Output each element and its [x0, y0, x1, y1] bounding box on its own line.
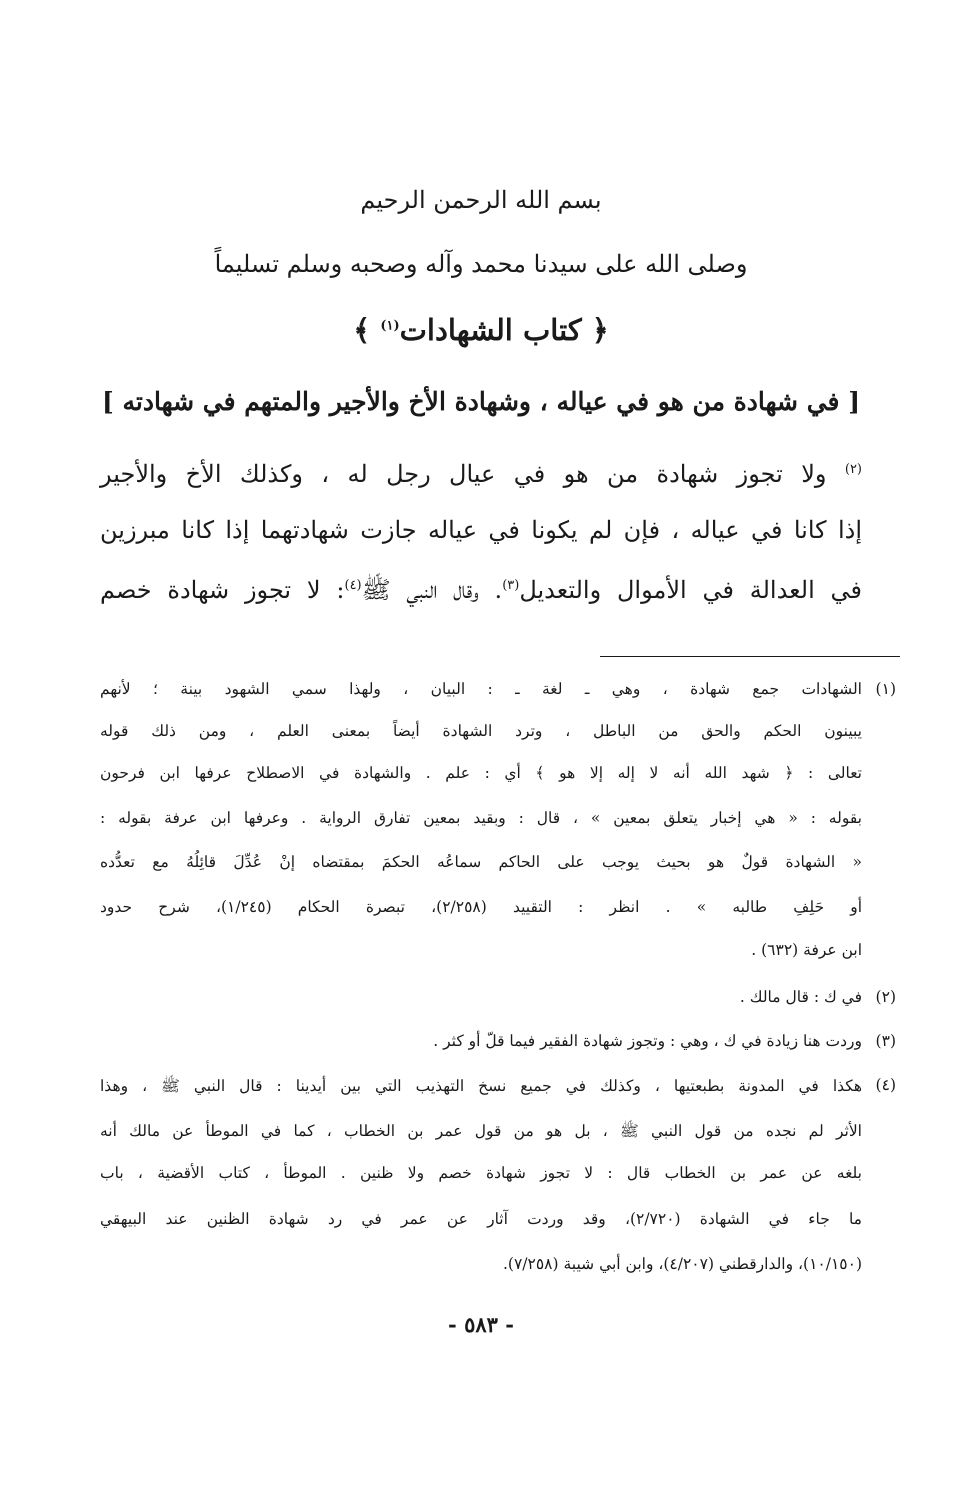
footnote-4-line: (١٠/١٥٠)، والدارقطني (٤/٢٠٧)، وابن أبي شيبة (٧/٢٥٨).: [503, 1255, 862, 1273]
footnote-3-number: (٣): [875, 1032, 896, 1050]
book-title-text: ﴿ كتاب الشهادات: [399, 313, 609, 347]
footnote-4-line: بلغه عن عمر بن الخطاب قال : لا تجوز شهادة خصم ولا ظنين . الموطأ ، كتاب الأقضية ، باب: [100, 1164, 862, 1182]
main-text-line-3a: في العدالة في الأموال والتعديل: [519, 576, 863, 604]
footnote-1-line: أو حَلِفِ طالبه » . انظر : التقييد (٢/٢٥٨)، تبصرة الحكام (١/٢٤٥)، شرح حدود: [100, 898, 862, 916]
footnote-2-text: في ك : قال مالك .: [739, 988, 862, 1006]
footnote-2-number: (٢): [875, 988, 896, 1006]
footnote-4-number: (٤): [875, 1076, 896, 1094]
footnote-ref-2: (٢): [844, 462, 862, 477]
main-text-line-3c: : لا تجوز شهادة خصم: [100, 576, 345, 604]
footnote-3-text: وردت هنا زيادة في ك ، وهي : وتجوز شهادة الفقير فيما قلّ أو كثر .: [433, 1032, 862, 1050]
chapter-title: [ في شهادة من هو في عياله ، وشهادة الأخ والأجير والمتهم في شهادته ]: [101, 387, 861, 416]
footnote-4-line: الأثر لم نجده من قول النبي ﷺ ، بل هو من قول عمر بن الخطاب ، كما في الموطأ عن مالك أنه: [100, 1122, 862, 1140]
footnote-ref-1: (١): [380, 318, 400, 334]
main-text-line-2: إذا كانا في عياله ، فإن لم يكونا في عياله جازت شهادتهما إذا كانا مبرزين: [100, 516, 863, 544]
footnote-ref-4: (٤): [344, 578, 362, 593]
footnote-ref-3: (٣): [502, 578, 520, 593]
footnote-4-line: هكذا في المدونة بطبعتيها ، وكذلك في جميع نسخ التهذيب التي بين أيدينا : قال النبي ﷺ ، وهذا: [100, 1077, 862, 1095]
book-title-close: ﴾: [353, 313, 381, 347]
footnote-separator: [600, 656, 900, 657]
main-text-line-1-text: ولا تجوز شهادة من هو في عيال رجل له ، وكذلك الأخ والأجير: [100, 460, 845, 488]
basmala: بسم الله الرحمن الرحيم: [360, 186, 602, 214]
footnote-1-number: (١): [875, 680, 896, 698]
footnote-4-line: ما جاء في الشهادة (٢/٧٢٠)، وقد وردت آثار عن عمر في رد شهادة الظنين عند البيهقي: [100, 1210, 862, 1228]
main-text-line-1: [100, 460, 862, 488]
footnote-1-line: ابن عرفة (٦٣٢) .: [751, 941, 862, 959]
footnote-1-line: بقوله : « هي إخبار يتعلق بمعين » ، قال : وبقيد بمعين تفارق الرواية . وعرفها ابن عرفة بقوله :: [100, 809, 862, 827]
footnote-1-line: الشهادات جمع شهادة ، وهي ـ لغة ـ : البيان ، ولهذا سمي الشهود بينة ؛ لأنهم: [100, 680, 862, 698]
book-title: [0, 313, 962, 347]
main-text-line-3b: . وقال النبي ﷺ: [361, 576, 503, 604]
footnote-1-line: يبينون الحكم والحق من الباطل ، وترد الشهادة أيضاً بمعنى العلم ، ومن ذلك قوله: [100, 722, 862, 740]
salawat-line: وصلى الله على سيدنا محمد وآله وصحبه وسلم تسليماً: [214, 250, 748, 278]
main-text-line-3: [100, 575, 862, 610]
footnote-1-line: تعالى : ﴿ شهد الله أنه لا إله إلا هو ﴾ أي : علم . والشهادة في الاصطلاح عرفها ابن فرحون: [100, 764, 862, 782]
footnote-1-line: « الشهادة قولٌ هو بحيث يوجب على الحاكم سماعُه الحكمَ بمقتضاه إنْ عُدِّلَ قائِلُهُ مع تعدُّده: [100, 853, 862, 871]
page-number: - ٥٨٣ -: [448, 1312, 514, 1337]
